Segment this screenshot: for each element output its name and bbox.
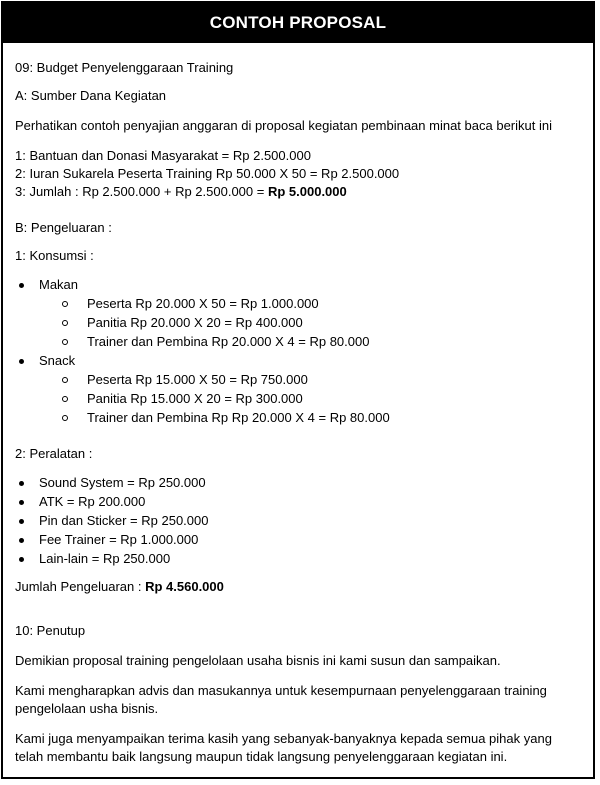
fund-line-2: 2: Iuran Sukarela Peserta Training Rp 50.000 X 50 = Rp 2.500.000: [15, 166, 400, 181]
sub-list-item-text: Peserta Rp 20.000 X 50 = Rp 1.000.000: [87, 296, 319, 311]
expense-total-line: [15, 578, 583, 596]
expense-total-value: Rp 4.560.000: [145, 579, 224, 594]
fund-total-prefix: 3: Jumlah : Rp 2.500.000 + Rp 2.500.000 =: [15, 184, 268, 199]
sub-list-item-text: Peserta Rp 15.000 X 50 = Rp 750.000: [87, 372, 308, 387]
sub-list-item: [15, 332, 583, 351]
konsumsi-heading: 1: Konsumsi :: [15, 248, 94, 263]
section-10-heading: 10: Penutup: [15, 623, 86, 638]
fund-total-value: Rp 5.000.000: [267, 184, 347, 199]
title-bar: [3, 3, 593, 43]
bullet-icon: [19, 283, 24, 288]
sub-list-item: [15, 370, 583, 389]
intro-text: Perhatikan contoh penyajian anggaran di proposal kegiatan pembinaan minat baca berikut ini: [15, 118, 552, 133]
bullet-icon: [19, 500, 24, 505]
bullet-icon: [19, 519, 24, 524]
sub-list-item-text: Panitia Rp 20.000 X 20 = Rp 400.000: [87, 315, 303, 330]
circle-bullet-icon: [62, 377, 68, 383]
list-item: [15, 492, 583, 511]
list-item-text: Fee Trainer = Rp 1.000.000: [39, 532, 199, 547]
document-frame: [1, 1, 595, 779]
fund-total-line: [15, 183, 583, 201]
list-item-text: Lain-lain = Rp 250.000: [39, 551, 171, 566]
sub-list-item-text: Panitia Rp 15.000 X 20 = Rp 300.000: [87, 391, 303, 406]
section-9-heading: 09: Budget Penyelenggaraan Training: [15, 60, 234, 75]
sub-list-item: [15, 389, 583, 408]
bullet-icon: [19, 359, 24, 364]
bullet-icon: [19, 557, 24, 562]
expense-total-prefix: Jumlah Pengeluaran :: [15, 579, 146, 594]
list-item: [15, 549, 583, 568]
circle-bullet-icon: [62, 415, 68, 421]
sub-list-item-text: Trainer dan Pembina Rp Rp 20.000 X 4 = Rp 80.000: [87, 410, 390, 425]
sub-list-item: [15, 294, 583, 313]
list-item: [15, 511, 583, 530]
list-item-makan: [15, 275, 583, 294]
document-body: [3, 43, 593, 766]
bullet-icon: [19, 538, 24, 543]
peralatan-heading: 2: Peralatan :: [15, 446, 93, 461]
list-item-text: Sound System = Rp 250.000: [39, 475, 206, 490]
bullet-icon: [19, 481, 24, 486]
subsection-a-heading: A: Sumber Dana Kegiatan: [15, 88, 167, 103]
closing-paragraph-3: Kami juga menyampaikan terima kasih yang sebanyak-banyaknya kepada semua pihak yang telah membantu baik langsung maupun tidak langsung penyelenggaraan kegiatan ini.: [15, 731, 552, 764]
circle-bullet-icon: [62, 396, 68, 402]
list-item-label: Snack: [39, 353, 76, 368]
sub-list-item-text: Trainer dan Pembina Rp 20.000 X 4 = Rp 80.000: [87, 334, 370, 349]
fund-line-1: 1: Bantuan dan Donasi Masyarakat = Rp 2.500.000: [15, 148, 311, 163]
list-item: [15, 473, 583, 492]
list-item-label: Makan: [39, 277, 79, 292]
list-item: [15, 530, 583, 549]
sub-list-item: [15, 408, 583, 427]
list-item-text: Pin dan Sticker = Rp 250.000: [39, 513, 209, 528]
circle-bullet-icon: [62, 320, 68, 326]
closing-paragraph-2: Kami mengharapkan advis dan masukannya untuk kesempurnaan penyelenggaraan training pengelolaan usha bisnis.: [15, 683, 547, 716]
closing-paragraph-1: Demikian proposal training pengelolaan usaha bisnis ini kami susun dan sampaikan.: [15, 653, 501, 668]
subsection-b-heading: B: Pengeluaran :: [15, 220, 112, 235]
document-title: CONTOH PROPOSAL: [209, 13, 387, 32]
list-item-snack: [15, 351, 583, 370]
sub-list-item: [15, 313, 583, 332]
list-item-text: ATK = Rp 200.000: [39, 494, 146, 509]
circle-bullet-icon: [62, 301, 68, 307]
circle-bullet-icon: [62, 339, 68, 345]
